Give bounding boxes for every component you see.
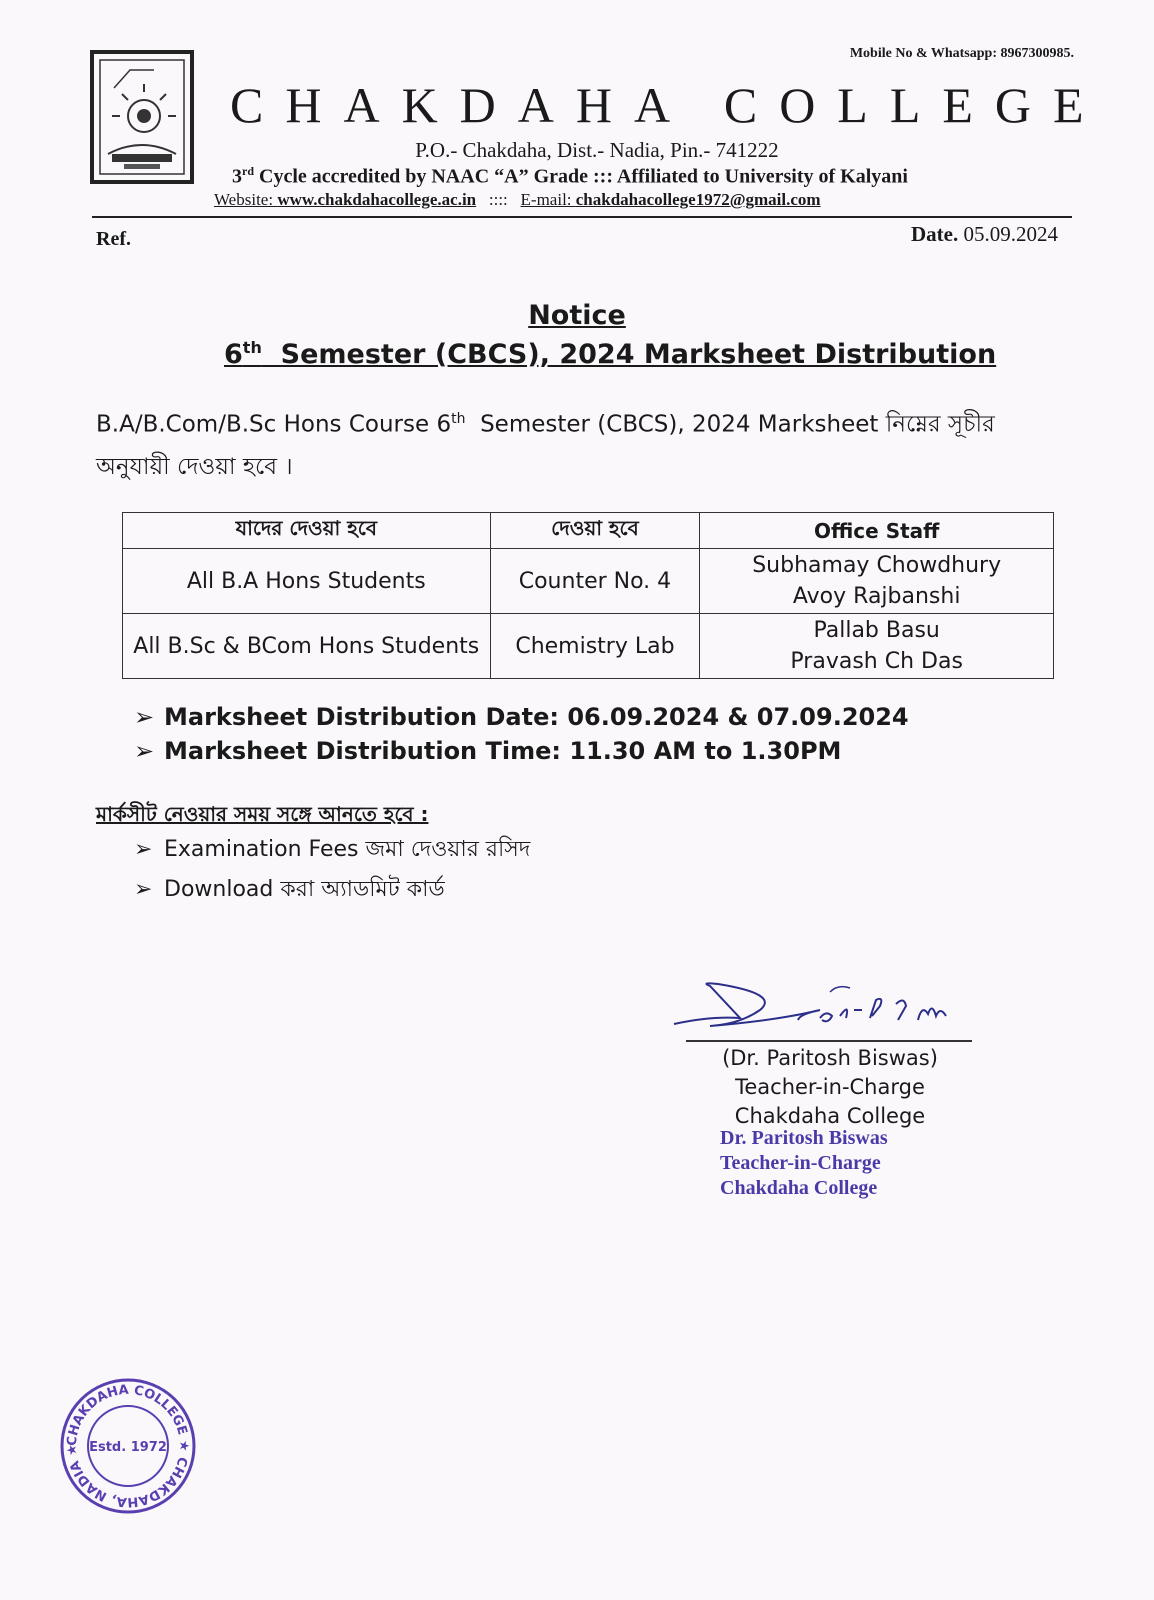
college-address: P.O.- Chakdaha, Dist.- Nadia, Pin.- 741222 [415,138,779,162]
accreditation-line: 3rd Cycle accredited by NAAC “A” Grade ::: Affiliated to University of Kalyani [232,164,908,188]
list-item: ➢ Examination Fees জমা দেওয়ার রসিদ [134,830,530,870]
table-header-row [123,513,1054,549]
reference-label: Ref. [96,228,131,250]
signature-line [686,1040,972,1042]
table-row [123,549,1054,614]
email-link[interactable]: chakdahacollege1972@gmail.com [575,190,821,209]
notice-date: Date. 05.09.2024 [911,222,1058,246]
signatory-designation: Teacher-in-Charge [735,1075,925,1099]
college-logo [90,50,194,184]
header-divider [92,216,1072,218]
svg-text:CHAKDAHA COLLEGE ★ CHAKDAHA, N: CHAKDAHA COLLEGE ★ CHAKDAHA, NADIA ★ [64,1382,192,1510]
arrow-bullet-icon: ➢ [134,837,153,862]
arrow-bullet-icon: ➢ [134,737,155,765]
list-item: ➢ Marksheet Distribution Date: 06.09.2024 & 07.09.2024 [134,700,909,734]
list-item: ➢ Download করা অ্যাডমিট কার্ড [134,870,530,910]
notice-title: Notice [528,300,626,331]
staff-cell: Subhamay Chowdhury Avoy Rajbanshi [700,549,1054,614]
header-office-staff: Office Staff [700,513,1054,549]
svg-text:Estd. 1972: Estd. 1972 [89,1440,167,1455]
signature [670,980,980,1036]
header-recipients: যাদের দেওয়া হবে [123,513,491,549]
list-item: ➢ Marksheet Distribution Time: 11.30 AM to 1.30PM [134,734,909,768]
header-location: দেওয়া হবে [490,513,700,549]
arrow-bullet-icon: ➢ [134,877,153,902]
arrow-bullet-icon: ➢ [134,703,155,731]
distribution-table [122,512,1054,679]
college-seal [58,1376,198,1516]
mobile-number: Mobile No & Whatsapp: 8967300985. [849,46,1074,61]
signatory-block [700,1044,960,1131]
bring-items-heading: মার্কসীট নেওয়ার সময় সঙ্গে আনতে হবে : [96,802,429,826]
table-row [123,614,1054,679]
distribution-info [134,700,909,768]
recipients-cell: All B.A Hons Students [123,549,491,614]
location-cell: Chemistry Lab [490,614,700,679]
signatory-name: (Dr. Paritosh Biswas) [722,1046,938,1070]
designation-stamp: Dr. Paritosh Biswas Teacher-in-Charge Chakdaha College [720,1127,888,1199]
website-link[interactable]: www.chakdahacollege.ac.in [277,190,477,209]
signatory-college: Chakdaha College [734,1104,926,1128]
location-cell: Counter No. 4 [490,549,700,614]
notice-intro: B.A/B.Com/B.Sc Hons Course 6th Semester (CBCS), 2024 Marksheet নিম্নের সূচীর অনুযায়ী দেওয়া হবে । [96,411,1003,480]
staff-cell: Pallab Basu Pravash Ch Das [700,614,1054,679]
college-name: CHAKDAHA COLLEGE [230,77,1106,133]
bring-items-list [134,830,530,910]
contact-line: Website: www.chakdahacollege.ac.in :::: E-mail: chakdahacollege1972@gmail.com [214,190,821,209]
notice-subject: 6th Semester (CBCS), 2024 Marksheet Distribution [224,338,997,370]
recipients-cell: All B.Sc & BCom Hons Students [123,614,491,679]
